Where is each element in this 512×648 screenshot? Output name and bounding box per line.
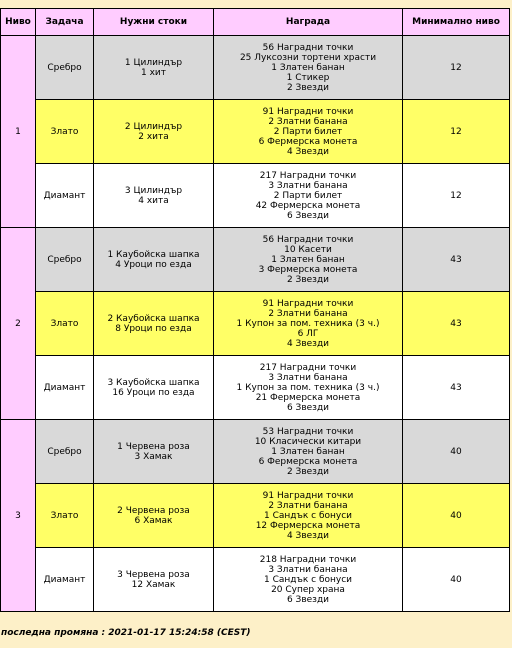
- reward-cell: [214, 164, 403, 228]
- reward-line: 1 Златен банан: [271, 254, 345, 265]
- reward-cell: [214, 36, 403, 100]
- reward-line: 3 Златни банана: [268, 180, 348, 191]
- reward-line: 4 Звезди: [286, 146, 330, 157]
- goods-cell: [94, 36, 214, 100]
- min-level-cell: 40: [403, 484, 510, 548]
- min-level-cell: 43: [403, 228, 510, 292]
- reward-line: 91 Наградни точки: [262, 298, 354, 309]
- task-cell: Сребро: [36, 36, 94, 100]
- goods-line: 1 хит: [140, 67, 166, 78]
- goods-cell: [94, 228, 214, 292]
- reward-line: 6 Фермерска монета: [258, 136, 358, 147]
- reward-line: 6 ЛГ: [297, 328, 319, 339]
- goods-line: 1 Каубойска шапка: [107, 249, 200, 260]
- min-level-cell: 40: [403, 420, 510, 484]
- reward-line: 2 Парти билет: [273, 190, 343, 201]
- reward-line: 1 Стикер: [286, 72, 330, 83]
- reward-line: 2 Златни банана: [268, 308, 348, 319]
- reward-line: 6 Звезди: [286, 402, 330, 413]
- reward-line: 6 Звезди: [286, 594, 330, 605]
- goods-line: 16 Уроци по езда: [112, 387, 195, 398]
- reward-line: 2 Златни банана: [268, 500, 348, 511]
- task-cell: Сребро: [36, 228, 94, 292]
- reward-line: 4 Звезди: [286, 530, 330, 541]
- header-goods: Нужни стоки: [94, 9, 214, 36]
- header-reward: Награда: [214, 9, 403, 36]
- min-level-cell: 40: [403, 548, 510, 612]
- reward-line: 20 Супер храна: [271, 584, 345, 595]
- reward-line: 10 Класически китари: [254, 436, 362, 447]
- reward-line: 217 Наградни точки: [259, 362, 357, 373]
- task-cell: Диамант: [36, 356, 94, 420]
- min-level-cell: 12: [403, 36, 510, 100]
- table-row: [1, 100, 510, 164]
- goods-cell: [94, 484, 214, 548]
- reward-line: 217 Наградни точки: [259, 170, 357, 181]
- reward-line: 3 Златни банана: [268, 372, 348, 383]
- quest-table: [0, 8, 510, 612]
- last-modified: последна промяна : 2021-01-17 15:24:58 (CEST): [1, 628, 251, 638]
- task-cell: Диамант: [36, 164, 94, 228]
- goods-line: 4 хита: [138, 195, 169, 206]
- reward-line: 6 Звезди: [286, 210, 330, 221]
- header-min-level: Минимално ниво: [403, 9, 510, 36]
- level-cell: 1: [1, 36, 36, 228]
- table-row: [1, 228, 510, 292]
- level-cell: 3: [1, 420, 36, 612]
- goods-line: 2 Каубойска шапка: [107, 313, 200, 324]
- table-row: [1, 356, 510, 420]
- quest-body: [1, 36, 510, 612]
- goods-line: 2 Червена роза: [117, 505, 190, 516]
- reward-cell: [214, 356, 403, 420]
- reward-cell: [214, 100, 403, 164]
- reward-line: 6 Фермерска монета: [258, 456, 358, 467]
- header-row: [1, 9, 510, 36]
- goods-cell: [94, 164, 214, 228]
- goods-cell: [94, 356, 214, 420]
- reward-line: 53 Наградни точки: [262, 426, 354, 437]
- min-level-cell: 12: [403, 100, 510, 164]
- reward-line: 2 Парти билет: [273, 126, 343, 137]
- reward-line: 1 Златен банан: [271, 62, 345, 73]
- task-cell: Сребро: [36, 420, 94, 484]
- table-row: [1, 548, 510, 612]
- table-row: [1, 292, 510, 356]
- reward-cell: [214, 484, 403, 548]
- goods-line: 6 Хамак: [134, 515, 173, 526]
- goods-line: 1 Червена роза: [117, 441, 190, 452]
- reward-line: 2 Звезди: [286, 82, 330, 93]
- task-cell: Злато: [36, 100, 94, 164]
- reward-line: 2 Звезди: [286, 274, 330, 285]
- reward-line: 56 Наградни точки: [262, 42, 354, 53]
- reward-line: 56 Наградни точки: [262, 234, 354, 245]
- reward-line: 3 Златни банана: [268, 564, 348, 575]
- goods-cell: [94, 548, 214, 612]
- task-cell: Злато: [36, 484, 94, 548]
- reward-line: 91 Наградни точки: [262, 490, 354, 501]
- reward-line: 3 Фермерска монета: [258, 264, 358, 275]
- reward-line: 4 Звезди: [286, 338, 330, 349]
- goods-line: 3 Червена роза: [117, 569, 190, 580]
- reward-cell: [214, 292, 403, 356]
- goods-line: 4 Уроци по езда: [115, 259, 192, 270]
- reward-line: 12 Фермерска монета: [255, 520, 361, 531]
- goods-line: 8 Уроци по езда: [115, 323, 192, 334]
- min-level-cell: 43: [403, 292, 510, 356]
- goods-line: 3 Цилиндър: [124, 185, 183, 196]
- reward-line: 218 Наградни точки: [259, 554, 357, 565]
- min-level-cell: 12: [403, 164, 510, 228]
- table-row: [1, 420, 510, 484]
- header-task: Задача: [36, 9, 94, 36]
- goods-cell: [94, 292, 214, 356]
- goods-line: 3 Хамак: [134, 451, 173, 462]
- goods-line: 2 хита: [138, 131, 169, 142]
- reward-cell: [214, 420, 403, 484]
- reward-line: 42 Фермерска монета: [255, 200, 361, 211]
- task-cell: Диамант: [36, 548, 94, 612]
- table-row: [1, 36, 510, 100]
- task-cell: Злато: [36, 292, 94, 356]
- reward-cell: [214, 228, 403, 292]
- reward-line: 1 Сандък с бонуси: [263, 510, 353, 521]
- goods-cell: [94, 100, 214, 164]
- reward-line: 91 Наградни точки: [262, 106, 354, 117]
- reward-line: 10 Касети: [284, 244, 332, 255]
- reward-line: 1 Купон за пом. техника (3 ч.): [236, 318, 380, 329]
- level-cell: 2: [1, 228, 36, 420]
- goods-line: 3 Каубойска шапка: [107, 377, 200, 388]
- goods-line: 1 Цилиндър: [124, 57, 183, 68]
- reward-line: 1 Купон за пом. техника (3 ч.): [236, 382, 380, 393]
- reward-line: 21 Фермерска монета: [255, 392, 361, 403]
- goods-line: 2 Цилиндър: [124, 121, 183, 132]
- table-row: [1, 164, 510, 228]
- reward-line: 2 Звезди: [286, 466, 330, 477]
- reward-line: 2 Златни банана: [268, 116, 348, 127]
- reward-line: 1 Златен банан: [271, 446, 345, 457]
- reward-cell: [214, 548, 403, 612]
- goods-line: 12 Хамак: [131, 579, 176, 590]
- header-level: Ниво: [1, 9, 36, 36]
- reward-line: 25 Луксозни тортени храсти: [239, 52, 377, 63]
- goods-cell: [94, 420, 214, 484]
- min-level-cell: 43: [403, 356, 510, 420]
- table-row: [1, 484, 510, 548]
- reward-line: 1 Сандък с бонуси: [263, 574, 353, 585]
